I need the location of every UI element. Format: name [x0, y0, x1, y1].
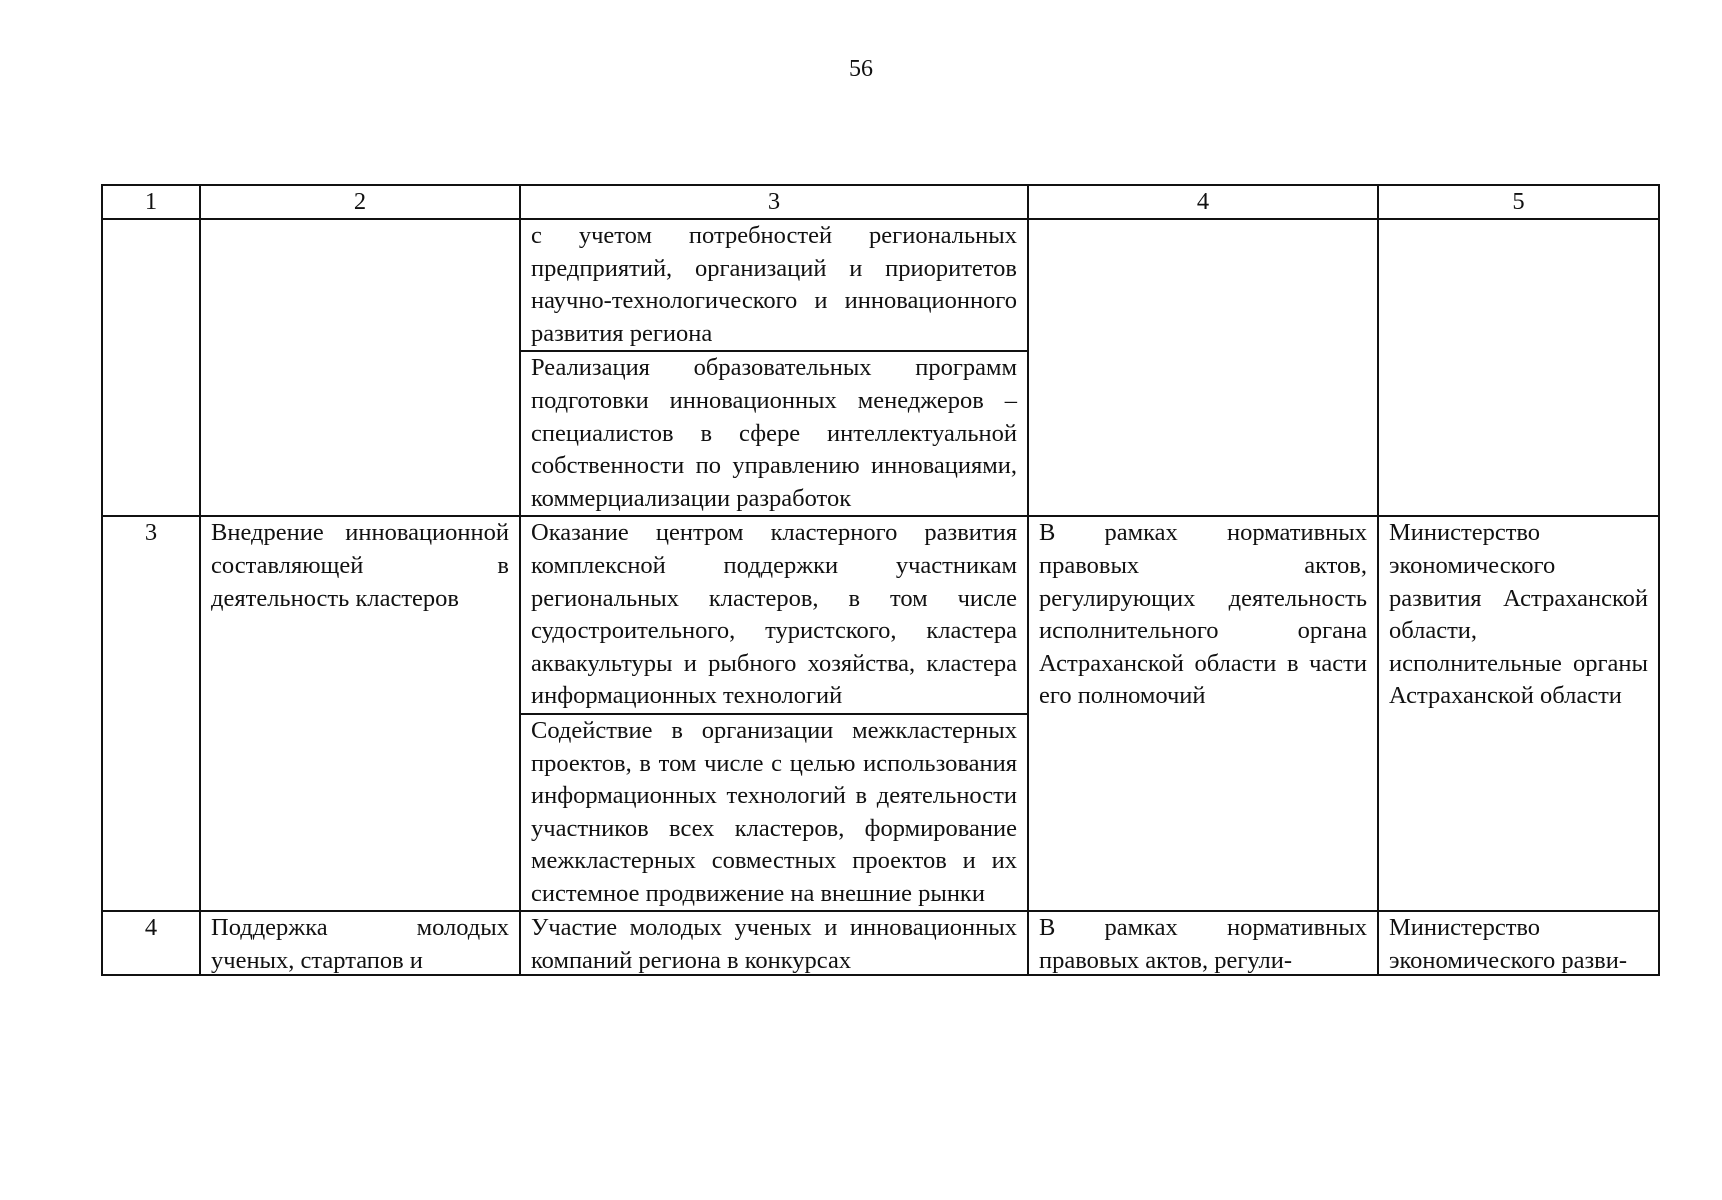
- executors-cell: [1378, 219, 1659, 516]
- mechanism-cell: В рамках нормативных правовых актов, регулирующих деятельность исполнительного органа Астраханской области в части его полномочий: [1028, 516, 1378, 911]
- mechanism-cell: [1028, 219, 1378, 516]
- column-number-1: 1: [102, 185, 200, 219]
- mechanism-text: В рамках нормативных правовых актов, регули-: [1039, 914, 1367, 975]
- measure-cell: [520, 911, 1028, 975]
- measure-cell: с учетом потребностей региональных предприятий, организаций и приоритетов научно-технологического и инновационного развития региона: [520, 219, 1028, 351]
- column-number-4: 4: [1028, 185, 1378, 219]
- executors-text: Министерство экономического разви-: [1389, 914, 1627, 975]
- table-row: [102, 219, 1659, 351]
- executors-cell: [1378, 911, 1659, 975]
- task-cell: [200, 219, 520, 516]
- page-number: 56: [849, 56, 873, 82]
- table-row: [102, 911, 1659, 975]
- measures-table: [101, 184, 1660, 976]
- executors-cell: Министерство экономического развития Астраханской области, исполнительные органы Астраханской области: [1378, 516, 1659, 911]
- column-number-5: 5: [1378, 185, 1659, 219]
- task-text: Поддержка молодых ученых, стартапов и: [211, 914, 509, 975]
- row-number-text: 4: [144, 914, 158, 942]
- task-cell: Внедрение инновационной составляющей в деятельность кластеров: [200, 516, 520, 911]
- measure-cell: Реализация образовательных программ подготовки инновационных менеджеров – специалистов в сфере интеллектуальной собственности по управлению инновациями, коммерциализации разработок: [520, 351, 1028, 516]
- measure-cell: Оказание центром кластерного развития комплексной поддержки участникам региональных кластеров, в том числе судостроительного, туристского, кластера аквакультуры и рыбного хозяйства, кластера информационных технологий: [520, 516, 1028, 714]
- measure-cell: Содействие в организации межкластерных проектов, в том числе с целью использования информационных технологий в деятельности участников всех кластеров, формирование межкластерных совместных проектов и их системное продвижение на внешние рынки: [520, 714, 1028, 912]
- row-number-cell: [102, 219, 200, 516]
- column-number-2: 2: [200, 185, 520, 219]
- row-number-cell: [102, 911, 200, 975]
- table-row: [102, 516, 1659, 714]
- mechanism-cell: [1028, 911, 1378, 975]
- task-cell: [200, 911, 520, 975]
- measure-text: Участие молодых ученых и инновационных компаний региона в конкурсах: [531, 914, 1017, 975]
- column-number-3: 3: [520, 185, 1028, 219]
- row-number-cell: 3: [102, 516, 200, 911]
- column-number-row: [102, 185, 1659, 219]
